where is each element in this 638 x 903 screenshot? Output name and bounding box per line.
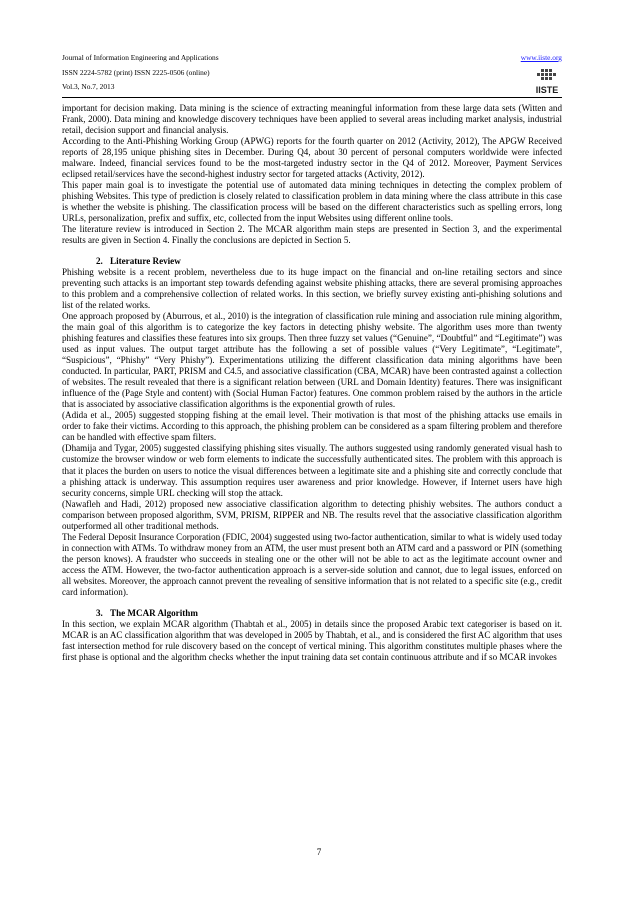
journal-url-link[interactable]: www.iiste.org xyxy=(520,53,562,62)
section-heading-literature-review xyxy=(62,256,562,267)
paragraph: According to the Anti-Phishing Working Group (APWG) reports for the fourth quarter on 2012 (Activity, 2012), The APGW Received reports of 28,195 unique phishing sites in December. During Q4, about 30 percent of personal computers worldwide were infected malware. Indeed, financial services found to be the most-targeted industry sector in the Q4 of 2012. Moreover, Payment Services eclipsed retail/services have the second-highest industry sector for targeted attacks (Activity, 2012). xyxy=(62,136,562,180)
volume-line: Vol.3, No.7, 2013 xyxy=(62,82,115,91)
paragraph: In this section, we explain MCAR algorithm (Thabtah et al., 2005) in details since the proposed Arabic text categoriser is based on it. MCAR is an AC classification algorithm that was developed in 2005 by Thabtah, et al., and is considered the first AC algorithm that uses fast intersection method for rule discovery based on the concept of vertical mining. This algorithm constitutes multiple phases where the first phase is optional and the algorithm checks whether the input training data set contain continuous attribute and if so MCAR invokes xyxy=(62,618,562,662)
section-number: 3. xyxy=(96,607,103,618)
paragraph: The literature review is introduced in Section 2. The MCAR algorithm main steps are presented in Section 3, and the experimental results are given in Section 4. Finally the conclusions are depicted in Section 5. xyxy=(62,224,562,246)
page-header xyxy=(62,51,562,95)
iiste-logo-icon xyxy=(532,68,562,98)
paper-body xyxy=(62,103,562,663)
issn-line: ISSN 2224-5782 (print) ISSN 2225-0506 (online) xyxy=(62,67,210,77)
paragraph: One approach proposed by (Aburrous, et al., 2010) is the integration of classification rule mining and association rule mining algorithm, the main goal of this algorithm is to categorize the key factors in detecting phishy website. The algorithm uses more than twenty phishing features and classifies these features into six groups. Then three fuzzy set values (“Genuine”, “Doubtful” and “Legitimate”) was used as input values. The output target attribute has the following a set of possible values (“Very Legitimate”, “Legitimate”, “Suspicious”, “Phishy” “Very Phishy”). Experimentations utilizing the different classification data mining algorithms have been conducted. In particular, PART, PRISM and C4.5, and associative classification (CBA, MCAR) have been contrasted against a collection of websites. The result revealed that there is a significant relation between (URL and Domain Identity) features. There was insignificant influence of the (Page Style and content) with (Social Human Factor) features. One common problem raised by the authors in the article that is associated by associative classification algorithms is the exponential growth of rules. xyxy=(62,311,562,410)
page-number: 7 xyxy=(316,847,322,857)
paragraph: The Federal Deposit Insurance Corporation (FDIC, 2004) suggested using two-factor authentication, similar to what is widely used today in connection with ATMs. To withdraw money from an ATM, the user must present both an ATM card and a password or PIN (something the person knows). A fraudster who succeeds in stealing one or the other will not be able to act as the legitimate account owner and access the ATM. However, the two-factor authentication approach is a server-side solution and cannot, due to legal issues, enforced on all websites. Moreover, the approach cannot prevent the revealing of sensitive information that is not related to a specific site (e.g., credit card information). xyxy=(62,531,562,597)
section-number: 2. xyxy=(96,256,103,267)
section-title: Literature Review xyxy=(110,256,181,267)
paragraph: Phishing website is a recent problem, nevertheless due to its huge impact on the financial and on-line retailing sectors and since preventing such attacks is an important step towards defending against website phishing attacks, there are several promising approaches to this problem and a comprehensive collection of related works. In this section, we briefly survey existing anti-phishing solutions and list of the related works. xyxy=(62,267,562,311)
paragraph: (Nawafleh and Hadi, 2012) proposed new associative classification algorithm to detecting phishiy websites. The authors conduct a comparison between proposed algorithm, SVM, PRISM, RIPPER and NB. The results revel that the associative classification algorithm outperformed all other traditional methods. xyxy=(62,498,562,531)
paragraph: (Dhamija and Tygar, 2005) suggested classifying phishing sites visually. The authors suggested using randomly generated visual hash to customize the browser window or web form elements to indicate the successfully authenticated sites. The problem with this approach is that it places the burden on users to notice the visual differences between a legitimate site and a phishing site and correctly conclude that a phishing attack is underway. This assumption requires user awareness and prior knowledge. However, if Internet users have high security concerns, simple URL checking will stop the attack. xyxy=(62,443,562,498)
paragraph: (Adida et al., 2005) suggested stopping fishing at the email level. Their motivation is that most of the phishing attacks use emails in order to fake their victims. According to this approach, the phishing problem can be considered as a spam filtering problem and therefore can be handled with effective spam filters. xyxy=(62,410,562,443)
svg-text:IISTE: IISTE xyxy=(535,85,559,95)
section-heading-mcar-algorithm xyxy=(62,608,562,619)
header-rule xyxy=(62,97,562,98)
paragraph: This paper main goal is to investigate the potential use of automated data mining techniques in detecting the complex problem of phishing Websites. This type of prediction is closely related to classification problem in data mining where the class attribute in this case is whether the website is phishing. The classification process will be based on the different characteristics such as spelling errors, long URLs, personalization, prefix and suffix, etc, collected from the input Websites using different online tools. xyxy=(62,180,562,224)
paragraph: important for decision making. Data mining is the science of extracting meaningful information from these large data sets (Witten and Frank, 2000). Data mining and knowledge discovery techniques have been applied to several areas including market analysis, industrial retail, decision support and financial analysis. xyxy=(62,103,562,136)
journal-title: Journal of Information Engineering and Applications xyxy=(62,53,219,62)
section-title: The MCAR Algorithm xyxy=(110,607,198,618)
